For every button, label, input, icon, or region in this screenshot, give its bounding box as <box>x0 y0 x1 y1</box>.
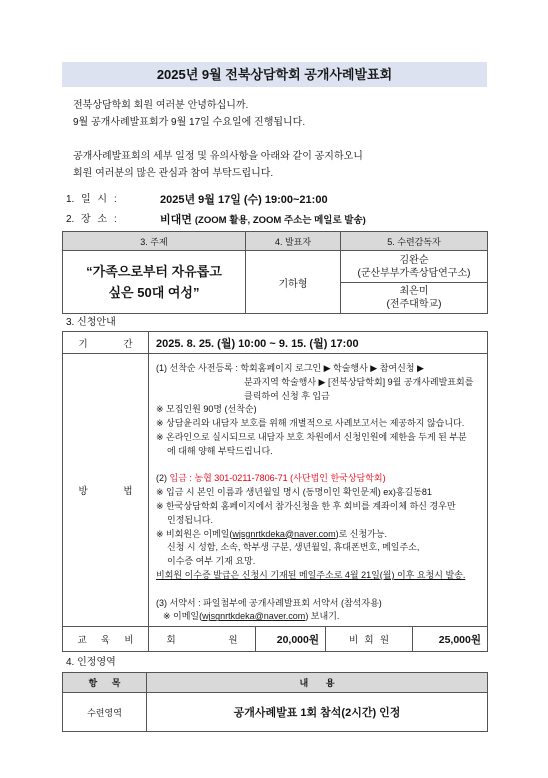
step1-line: (1) 선착순 사전등록 : 학회홈페이지 로그인 ▶ 학술행사 ▶ 참여신청 ▶ <box>156 363 424 373</box>
item-header-label: 항 목 <box>88 678 121 688</box>
period-label: 기 간 <box>78 338 133 350</box>
method-details <box>149 354 488 627</box>
credit-table-row <box>63 693 488 732</box>
item-header <box>63 673 147 693</box>
application-heading: 3. 신청안내 <box>66 317 116 328</box>
item-colon: : <box>114 194 117 205</box>
item-label: 일 시 <box>81 194 107 205</box>
period-row <box>63 332 488 354</box>
nonmember-suffix: )로 신청가능. <box>335 528 388 539</box>
pledge-prefix: ※ 이메일( <box>163 611 203 622</box>
program-table <box>62 231 488 314</box>
note-line: ※ 한국상담학회 홈페이지에서 참가신청을 한 후 회비를 계좌이체 하신 경우만 <box>156 500 456 511</box>
place-note: (ZOOM 활용, ZOOM 주소는 메일로 발송) <box>194 215 366 226</box>
note-line: ※ 온라인으로 실시되므로 내담자 보호 차원에서 신청인원에 제한을 두게 된 부분 <box>156 431 467 442</box>
method-label-cell <box>63 354 149 627</box>
program-table-header <box>63 232 488 251</box>
method-label: 방 법 <box>78 486 133 497</box>
supervisor-affiliation: (군산부부가족상담연구소) <box>357 267 471 279</box>
supervisor-name: 최은미 <box>399 286 429 297</box>
deposit-line <box>156 472 487 486</box>
blank-line <box>156 459 487 473</box>
step1-line: 분과지역 학술행사 ▶ [전북상담학회] 9월 공개사례발표회를 <box>244 376 474 387</box>
item-label: 장 소 <box>81 214 107 225</box>
member-label: 회 원 <box>166 635 238 646</box>
content-header-label: 내 용 <box>299 678 335 688</box>
certificate-notice: 비회원 이수증 발급은 신청시 기재된 메일주소로 4월 21일(월) 이후 요청시 발송. <box>156 569 466 580</box>
document-title-text: 2025년 9월 전북상담학회 공개사례발표회 <box>156 67 393 82</box>
email-link[interactable]: wjsgnrtkdeka@naver.com <box>202 611 306 622</box>
item-number: 2. <box>66 214 75 225</box>
supervisor-affiliation: (전주대학교) <box>386 299 442 310</box>
note-line: 에 대해 양해 부탁드립니다. <box>167 445 273 456</box>
nonmember-label: 비 회 원 <box>349 635 389 646</box>
topic-line: 싶은 50대 여성” <box>108 285 200 300</box>
supervisor-cell <box>341 251 488 314</box>
method-row <box>63 354 488 627</box>
application-table <box>62 331 488 652</box>
pledge-suffix: ) 보내기. <box>305 611 340 622</box>
request-line: 회원 여러분의 많은 관심과 참여 부탁드립니다. <box>73 168 274 179</box>
supervisor-entry <box>341 251 487 282</box>
item-colon: : <box>114 214 117 225</box>
nonmember-line <box>156 528 487 542</box>
nonmember-fee: 25,000원 <box>413 627 488 652</box>
pledge-email-line <box>156 610 487 624</box>
member-fee: 20,000원 <box>256 627 326 652</box>
notice-line: 공개사례발표회의 세부 일정 및 유의사항을 아래와 같이 공지하오니 <box>73 151 363 162</box>
step1-line: 클릭하여 신청 후 입금 <box>244 390 330 401</box>
blank-line <box>156 583 487 597</box>
note-line: ※ 입금 시 본인 이름과 생년월일 명시 (동명이인 확인문제) ex)홍길동81 <box>156 487 432 498</box>
fee-label-cell <box>63 627 149 652</box>
step2-number: (2) <box>156 473 167 484</box>
document-title <box>62 62 487 87</box>
topic-header: 3. 주제 <box>63 232 246 251</box>
schedule-place-row <box>66 211 486 229</box>
greeting-line: 전북상담학회 회원 여러분 안녕하십니까. <box>73 100 249 111</box>
intro-paragraph <box>73 97 363 182</box>
place-main: 비대면 <box>160 214 192 226</box>
credit-table-header <box>63 673 488 693</box>
note-line: 인정됩니다. <box>167 514 213 525</box>
schedule-date-row <box>66 191 486 209</box>
supervisor-header: 5. 수련감독자 <box>341 232 488 251</box>
note-line: ※ 상담윤리와 내담자 보호를 위해 개별적으로 사례보고서는 제공하지 않습니다. <box>156 418 465 429</box>
blank-line <box>73 131 363 148</box>
credit-content: 공개사례발표 1회 참석(2시간) 인정 <box>147 693 488 732</box>
nonmember-label-cell <box>326 627 413 652</box>
credit-item: 수련영역 <box>63 693 147 732</box>
credit-table <box>62 672 488 732</box>
program-table-row <box>63 251 488 314</box>
date-value: 2025년 9월 17일 (수) 19:00~21:00 <box>160 194 328 206</box>
period-value: 2025. 8. 25. (월) 10:00 ~ 9. 15. (월) 17:00 <box>149 332 488 354</box>
credit-heading: 4. 인정영역 <box>66 657 116 668</box>
pledge-line: (3) 서약서 : 파일첨부에 공개사례발표회 서약서 (참석자용) <box>156 597 382 608</box>
place-value <box>160 211 366 230</box>
note-line: ※ 모집인원 90명 (선착순) <box>156 404 257 415</box>
topic-line: “가족으로부터 자유롭고 <box>86 264 222 279</box>
deposit-account: 입금 : 농협 301-0211-7806-71 (사단법인 한국상담학회) <box>169 473 386 484</box>
announcement-line: 9월 공개사례발표회가 9월 17일 수요일에 진행됩니다. <box>73 117 306 128</box>
item-number: 1. <box>66 194 75 205</box>
email-link[interactable]: wjsgnrtkdeka@naver.com <box>232 528 336 539</box>
member-label-cell <box>149 627 256 652</box>
content-header <box>147 673 488 693</box>
fee-label: 교 육 비 <box>77 635 134 646</box>
topic-cell <box>63 251 246 314</box>
nonmember-prefix: ※ 비회원은 이메일( <box>156 528 233 539</box>
period-label-cell <box>63 332 149 354</box>
supervisor-name: 김완순 <box>399 254 429 266</box>
nonmember-detail-line: 이수증 여부 기재 요망. <box>167 556 256 567</box>
fee-row <box>63 627 488 652</box>
supervisor-entry <box>341 282 487 313</box>
presenter-cell: 기하형 <box>246 251 341 314</box>
presenter-header: 4. 발표자 <box>246 232 341 251</box>
nonmember-detail-line: 신청 시 성함, 소속, 학부생 구분, 생년월일, 휴대폰번호, 메일주소, <box>167 542 420 553</box>
